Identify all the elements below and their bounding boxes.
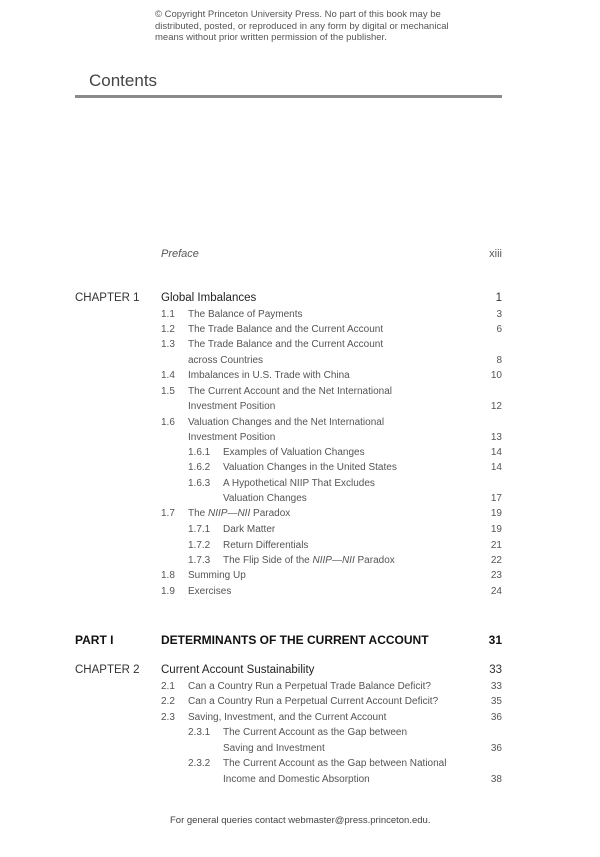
toc-chapter-1 [0,292,600,307]
subsection-title: The Current Account as the Gap between [223,727,407,738]
subsection-number: 1.7.3 [188,555,211,566]
toc-entry-title: Preface [161,248,199,260]
section-title: The Balance of Payments [188,309,303,320]
toc-subentry [0,555,600,570]
section-title: The Trade Balance and the Current Account [188,324,384,335]
toc-entry-preface [0,248,600,263]
section-number: 1.6 [161,417,175,428]
toc-entry [0,681,600,696]
section-page: 12 [490,401,502,412]
section-title-continued: Investment Position [188,401,276,412]
toc-entry [0,309,600,324]
toc-chapter-2 [0,664,600,679]
subsection-title-continued: Valuation Changes [223,493,307,504]
toc-entry [0,339,600,354]
toc-subentry [0,447,600,462]
toc-entry [0,508,600,523]
subsection-number: 1.6.2 [188,462,211,473]
toc-entry-continued [0,355,600,370]
subsection-page: 17 [490,493,502,504]
toc-entry [0,696,600,711]
title-emphasis: NIIP—NII [208,508,251,519]
section-number: 2.2 [161,696,175,707]
title-emphasis: NIIP—NII [312,555,355,566]
subsection-title: The Current Account as the Gap between National [223,758,447,769]
section-title-continued: across Countries [188,355,264,366]
toc-subentry-continued [0,774,600,789]
subsection-page: 14 [490,447,502,458]
section-title: Saving, Investment, and the Current Account [188,712,387,723]
toc-part-1 [0,633,600,650]
subsection-title-continued: Saving and Investment [223,743,325,754]
section-page: 35 [490,696,502,707]
subsection-page: 36 [490,743,502,754]
chapter-page: 1 [495,292,502,304]
section-page: 23 [490,570,502,581]
toc-entry-continued [0,401,600,416]
part-label: PART I [75,633,114,647]
section-page: 8 [496,355,502,366]
subsection-title-continued: Income and Domestic Absorption [223,774,370,785]
chapter-label: CHAPTER 1 [75,292,140,304]
toc-entry [0,386,600,401]
copyright-line: means without prior written permission of the publisher. [155,32,387,43]
section-title: The Current Account and the Net International [188,386,393,397]
chapter-label: CHAPTER 2 [75,664,140,676]
section-page: 19 [490,508,502,519]
subsection-title [223,555,395,566]
toc-entry [0,586,600,601]
subsection-title: A Hypothetical NIIP That Excludes [223,478,375,489]
subsection-page: 19 [490,524,502,535]
chapter-title: Global Imbalances [161,292,257,304]
section-title: Valuation Changes and the Net International [188,417,385,428]
subsection-number: 1.6.1 [188,447,211,458]
toc-subentry [0,462,600,477]
toc-subentry [0,727,600,742]
section-number: 1.3 [161,339,175,350]
section-page: 3 [496,309,502,320]
toc-subentry [0,540,600,555]
subsection-number: 2.3.2 [188,758,211,769]
section-page: 24 [490,586,502,597]
toc-subentry-continued [0,743,600,758]
section-number: 2.1 [161,681,175,692]
section-page: 10 [490,370,502,381]
toc-entry [0,712,600,727]
section-page: 6 [496,324,502,335]
subsection-page: 14 [490,462,502,473]
title-text: The Flip Side of the [223,555,313,566]
section-page: 13 [490,432,502,443]
section-page: 33 [490,681,502,692]
section-number: 1.1 [161,309,175,320]
section-number: 1.4 [161,370,175,381]
part-page: 31 [488,633,502,647]
title-text: The [188,508,209,519]
section-number: 1.7 [161,508,175,519]
subsection-page: 21 [490,540,502,551]
subsection-number: 2.3.1 [188,727,211,738]
chapter-page: 33 [489,664,502,676]
toc-entry [0,370,600,385]
subsection-title: Examples of Valuation Changes [223,447,365,458]
toc-entry [0,324,600,339]
toc-entry [0,570,600,585]
copyright-line: © Copyright Princeton University Press. No part of this book may be [155,9,441,20]
subsection-title: Valuation Changes in the United States [223,462,397,473]
toc-subentry [0,478,600,493]
subsection-number: 1.7.1 [188,524,211,535]
copyright-line: distributed, posted, or reproduced in any form by digital or mechanical [155,20,449,32]
subsection-page: 38 [490,774,502,785]
chapter-title: Current Account Sustainability [161,664,315,676]
section-title: Can a Country Run a Perpetual Trade Balance Deficit? [188,681,431,692]
subsection-number: 1.6.3 [188,478,211,489]
section-number: 1.2 [161,324,175,335]
section-number: 2.3 [161,712,175,723]
section-title: Imbalances in U.S. Trade with China [188,370,350,381]
page-title: Contents [89,71,158,90]
section-title: Can a Country Run a Perpetual Current Account Deficit? [188,696,439,707]
section-title [188,508,290,519]
toc-entry-continued [0,432,600,447]
section-title: Summing Up [188,570,246,581]
footer-contact: For general queries contact webmaster@press.princeton.edu. [170,815,431,826]
title-text: Paradox [250,508,291,519]
subsection-title: Return Differentials [223,540,309,551]
subsection-page: 22 [490,555,502,566]
section-title-continued: Investment Position [188,432,276,443]
section-title: The Trade Balance and the Current Account [188,339,384,350]
toc-entry [0,417,600,432]
title-text: Paradox [354,555,395,566]
section-number: 1.9 [161,586,175,597]
toc-entry-page: xiii [489,248,502,260]
section-number: 1.8 [161,570,175,581]
section-number: 1.5 [161,386,175,397]
toc-subentry [0,524,600,539]
toc-subentry-continued [0,493,600,508]
toc-subentry [0,758,600,773]
subsection-number: 1.7.2 [188,540,211,551]
section-page: 36 [490,712,502,723]
part-title: DETERMINANTS OF THE CURRENT ACCOUNT [161,633,429,647]
section-title: Exercises [188,586,232,597]
subsection-title: Dark Matter [223,524,276,535]
